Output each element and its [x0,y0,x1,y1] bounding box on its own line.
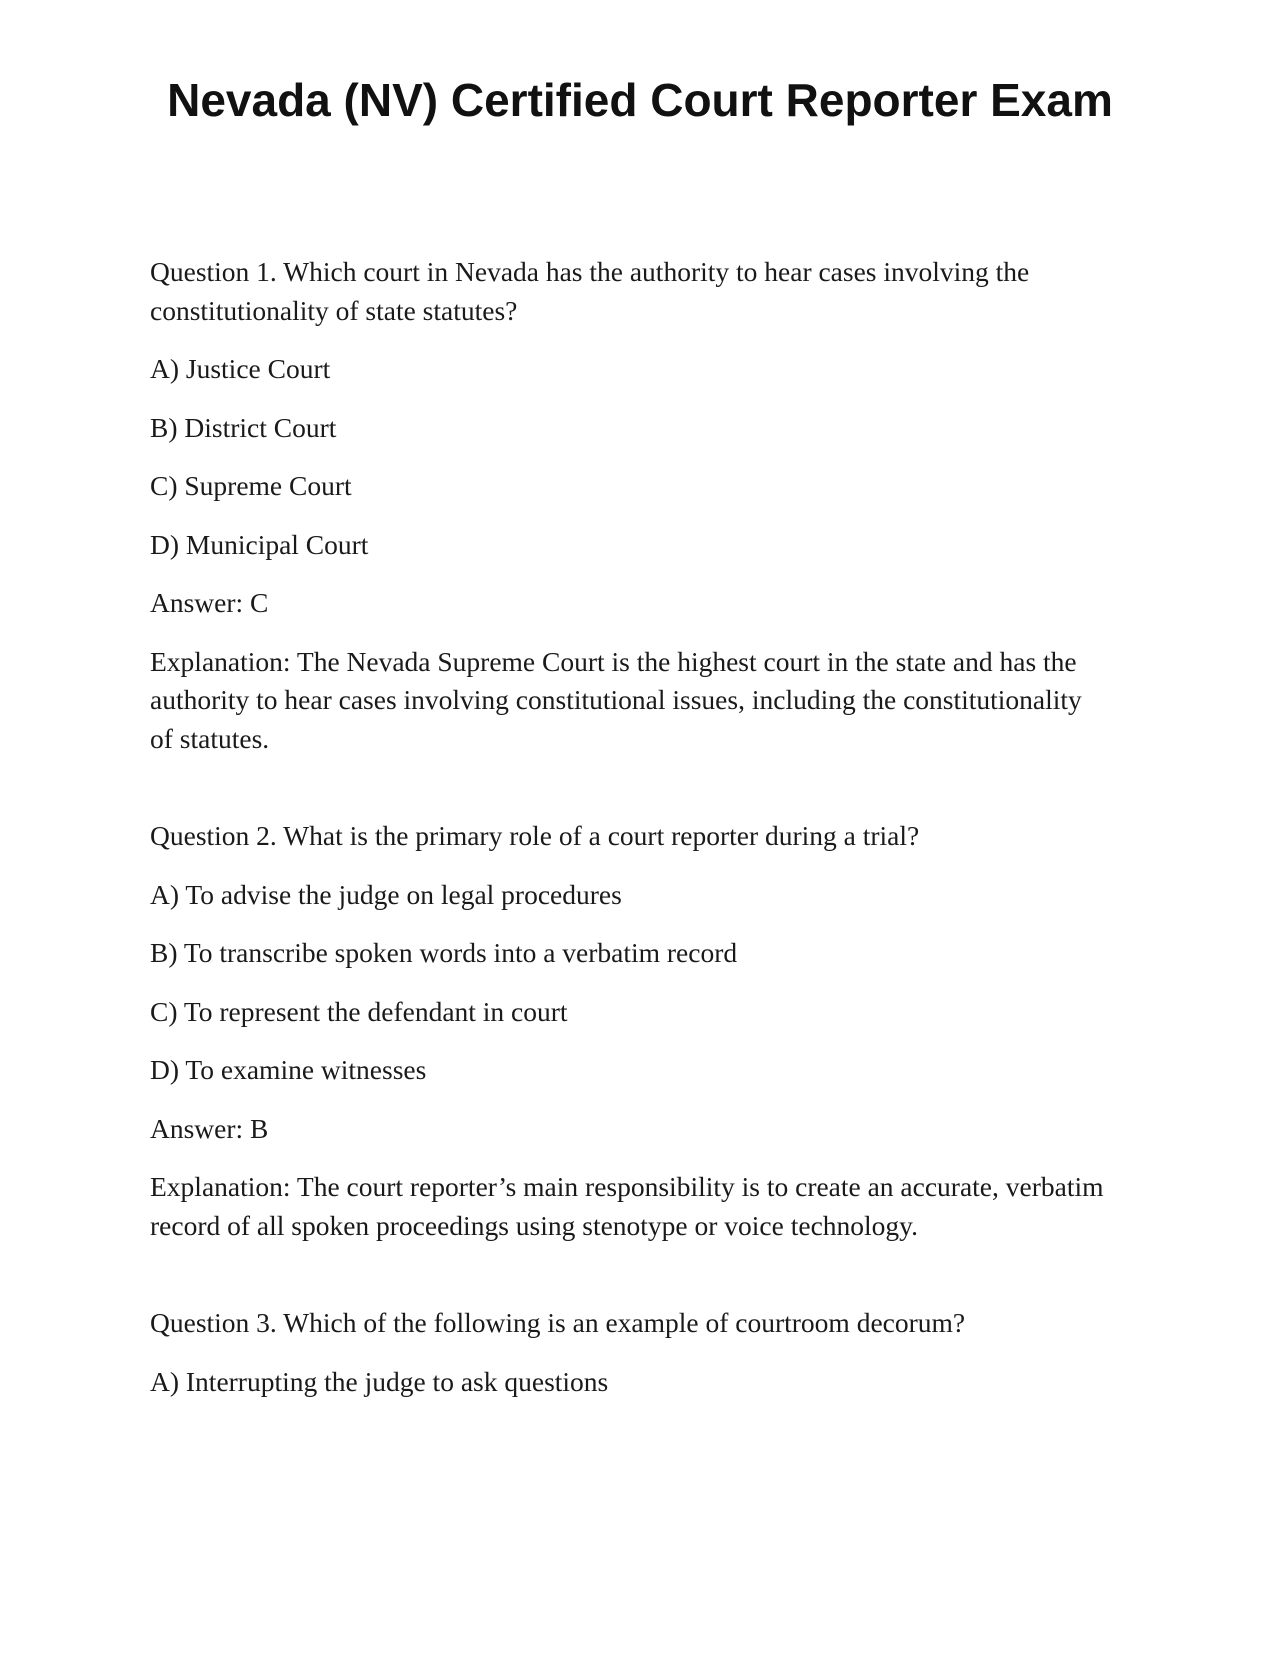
answer-option: A) To advise the judge on legal procedures [150,878,622,910]
question-text: Question 1. Which court in Nevada has the authority to hear cases involving the constitutionality of state statutes? [150,256,1030,326]
answer-option: B) To transcribe spoken words into a verbatim record [150,937,738,968]
answer-key: Answer: C [150,587,269,618]
answer-option: C) Supreme Court [150,470,352,501]
question-block-2 [150,817,1110,1245]
answer-option: A) Interrupting the judge to ask questions [150,1365,609,1397]
question-block-3 [150,1304,1110,1401]
answer-option: A) Justice Court [150,353,331,384]
answer-key: Answer: B [150,1112,269,1144]
question-block-1 [150,253,1110,758]
document-body [150,253,1110,1421]
question-text: Question 3. Which of the following is an example of courtroom decorum? [150,1307,966,1338]
answer-option: D) To examine witnesses [150,1054,427,1085]
answer-option: B) District Court [150,411,337,443]
document-title: Nevada (NV) Certified Court Reporter Exam [167,74,1113,126]
answer-option: C) To represent the defendant in court [150,995,568,1027]
answer-option: D) Municipal Court [150,528,369,560]
explanation-text: Explanation: The court reporter’s main responsibility is to create an accurate, verbatim record of all spoken proceedings using stenotype or voice technology. [150,1171,1104,1241]
question-text: Question 2. What is the primary role of a court reporter during a trial? [150,820,920,851]
explanation-text: Explanation: The Nevada Supreme Court is the highest court in the state and has the authority to hear cases involving constitutional issues, including the constitutionality of statutes. [150,645,1082,754]
